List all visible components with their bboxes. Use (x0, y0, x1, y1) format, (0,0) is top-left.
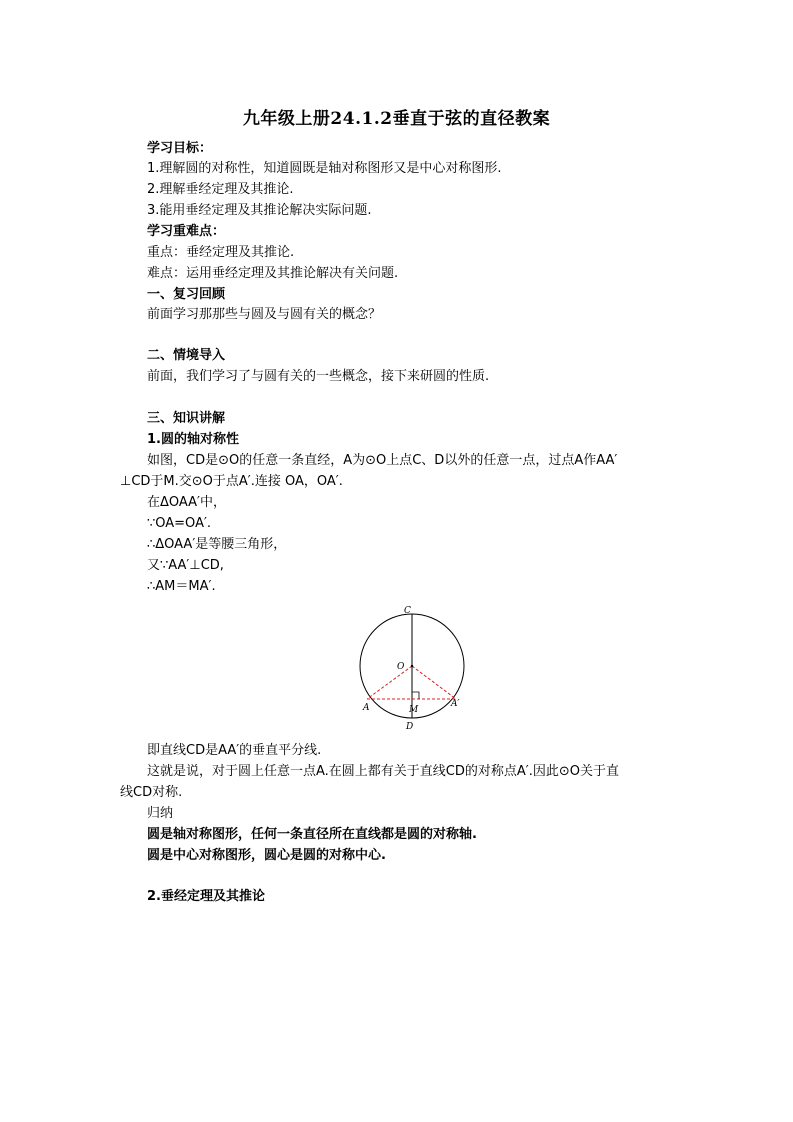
summary-label: 归纳 (147, 806, 174, 821)
section2-text: 前面，我们学习了与圆有关的一些概念，接下来研圆的性质. (147, 369, 490, 384)
paragraph-line: 如图，CD是⊙O的任意一条直经，A为⊙O上点C、D以外的任意一点，过点A作AA′ (147, 453, 618, 468)
center-point (411, 665, 413, 667)
proof-line: ∴ΔOAA′是等腰三角形， (147, 537, 287, 552)
section3-heading: 三、知识讲解 (147, 411, 226, 426)
paragraph-line: 这就是说，对于圆上任意一点A.在圆上都有关于直线CD的对称点A′.因此⊙O关于直 (147, 764, 619, 779)
section1-heading: 一、复习回顾 (147, 287, 226, 302)
conclusion-text: 即直线CD是AA′的垂直平分线. (147, 743, 322, 758)
objective-item: 3.能用垂经定理及其推论解决实际问题. (147, 203, 372, 218)
proof-line: 又∵AA′⊥CD, (147, 558, 224, 573)
paragraph-line: 线CD对称. (120, 785, 183, 800)
segment-oa (367, 666, 412, 699)
objectives-heading: 学习目标： (147, 141, 213, 156)
proof-line: ∴AM＝MA′. (147, 579, 216, 594)
right-angle-mark (412, 692, 419, 699)
key-points-heading: 学习重难点： (147, 224, 226, 239)
label-d: D (406, 722, 414, 732)
subsection1-heading: 1.圆的轴对称性 (147, 432, 239, 447)
key-point-focus: 重点：垂经定理及其推论. (147, 245, 295, 260)
page-title: 九年级上册24.1.2垂直于弦的直径教案 (242, 109, 551, 129)
section1-text: 前面学习那那些与圆及与圆有关的概念？ (147, 307, 382, 322)
paragraph-line: ⊥CD于M.交⊙O于点A′.连接 OA，OA′. (120, 474, 343, 489)
objective-item: 2.理解垂经定理及其推论. (147, 182, 294, 197)
label-a-prime: A′ (451, 699, 460, 709)
objective-item: 1.理解圆的对称性，知道圆既是轴对称图形又是中心对称图形. (147, 161, 502, 176)
section2-heading: 二、情境导入 (147, 348, 226, 363)
label-a: A (363, 703, 370, 713)
summary-statement: 圆是轴对称图形，任何一条直径所在直线都是圆的对称轴. (147, 827, 477, 842)
circle-diagram (352, 600, 472, 735)
label-m: M (409, 705, 419, 715)
key-point-difficulty: 难点：运用垂经定理及其推论解决有关问题. (147, 266, 399, 281)
proof-line: ∵OA=OA′. (147, 516, 212, 531)
summary-statement: 圆是中心对称图形，圆心是圆的对称中心. (147, 848, 386, 863)
subsection2-heading: 2.垂经定理及其推论 (147, 889, 265, 904)
label-o: O (397, 662, 405, 672)
proof-line: 在ΔOAA′中， (147, 495, 226, 510)
label-c: C (404, 606, 411, 616)
